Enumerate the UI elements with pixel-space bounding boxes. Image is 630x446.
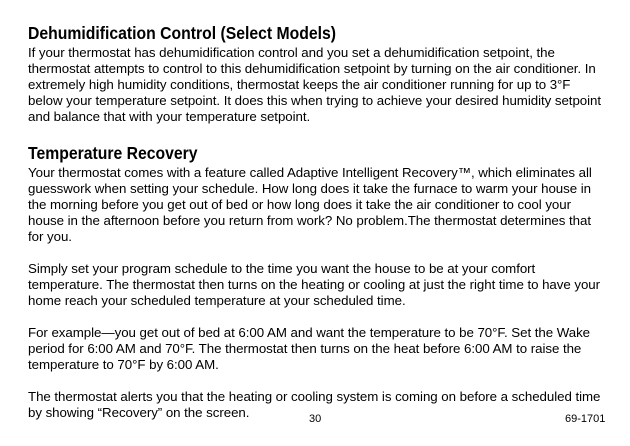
paragraph-spacer (28, 309, 606, 325)
section-heading: Dehumidification Control (Select Models) (28, 23, 337, 43)
paragraph-spacer (28, 373, 606, 389)
document-number: 69-1701 (565, 413, 606, 425)
section-heading: Temperature Recovery (28, 143, 198, 163)
paragraph-spacer (28, 245, 606, 261)
section-paragraph: Simply set your program schedule to the time you want the house to be at your comfort temperature. The thermostat then turns on the heating or cooling at just the right time to have your home reach your scheduled temperature at your scheduled time. (28, 261, 601, 308)
page-number: 30 (309, 413, 322, 425)
section-paragraph: For example—you get out of bed at 6:00 AM and want the temperature to be 70°F. Set the Wake period for 6:00 AM and 70°F. The thermostat then turns on the heat before 6:00 AM to raise the temperature to 70°F by 6:00 AM. (28, 325, 591, 372)
section-temperature-recovery (28, 142, 606, 421)
section-paragraph: Your thermostat comes with a feature called Adaptive Intelligent Recovery™, which eliminates all guesswork when setting your schedule. How long does it take the furnace to warm your house in the morning before you get out of bed or how long does it take the air conditioner to cool your house in the afternoon before you return from work? No problem.The thermostat determines that for you. (28, 165, 592, 244)
section-paragraph: The thermostat alerts you that the heating or cooling system is coming on before a scheduled time by showing “Recovery” on the screen. (28, 389, 601, 420)
section-dehumidification-control (28, 22, 606, 125)
section-paragraph: If your thermostat has dehumidification control and you set a dehumidification setpoint, the thermostat attempts to control to this dehumidification setpoint by turning on the air conditioner. In extremely high humidity conditions, thermostat keeps the air conditioner running for up to 3°F below your temperature setpoint. It does this when trying to achieve your desired humidity setpoint and balance that with your temperature setpoint. (28, 45, 602, 124)
manual-page (28, 22, 606, 421)
